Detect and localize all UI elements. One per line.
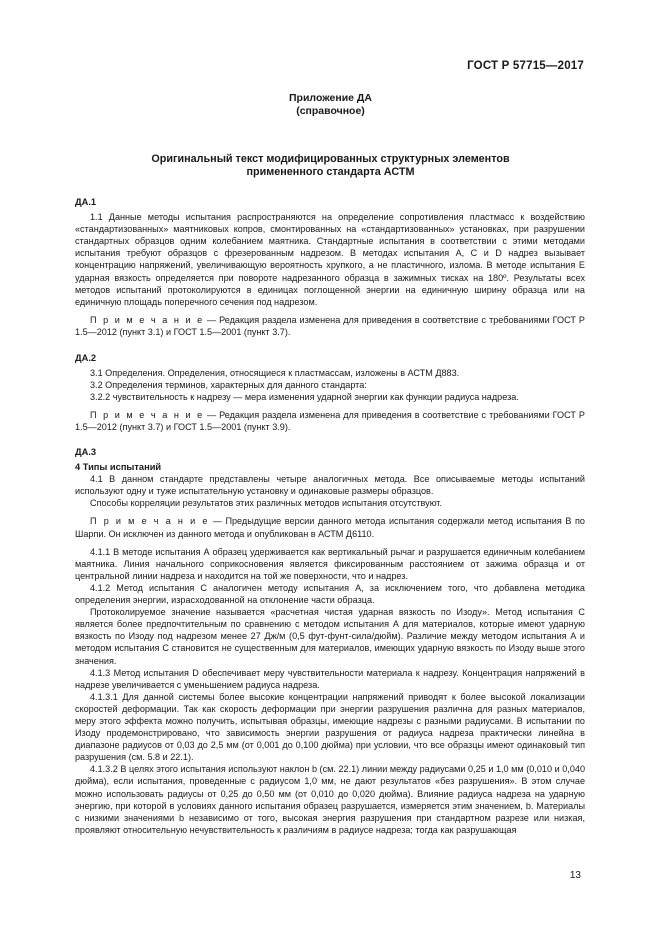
title-line-2: примененного стандарта АСТМ xyxy=(246,166,415,178)
note xyxy=(75,515,585,539)
subsection-heading: 4 Типы испытаний xyxy=(75,462,162,473)
paragraph: 4.1.3.2 В целях этого испытания используют наклон b (см. 22.1) линии между радиусами 0,25 и 1,0 мм (0,010 и 0,040 дюйма), если испытания, проведенные с радиусом 1,0 мм, не дают результатов «без разрушения». В этом случае можно использовать радиусы от 0,25 до 0,50 мм (от 0,010 до 0,020 дюйма). Влияние радиуса надреза на ударную энергию, при которой в условиях данного испытания образец разрушается, измеряется этим значением, b. Материалы с низкими значениями b независимо от того, высокая энергия разрушения при стандартном разрезе или низкая, проявляют относительную нечувствительность к различиям в радиусе надреза; тогда как разрушающая xyxy=(75,764,585,835)
paragraph: 4.1 В данном стандарте представлены четыре аналогичных метода. Все описываемые методы испытаний используют одну и туже испытательную установку и одинаковые размеры образцов. xyxy=(75,474,585,497)
section-heading: ДА.3 xyxy=(75,447,97,457)
title-line-1: Оригинальный текст модифицированных структурных элементов xyxy=(151,153,510,165)
paragraph: 3.2 Определения терминов, характерных для данного стандарта: xyxy=(90,380,367,391)
section-da2 xyxy=(75,352,585,434)
appendix-title: Приложение ДА xyxy=(289,92,372,104)
paragraph: 4.1.3.1 Для данной системы более высокие концентрации напряжений приводят к более высокой локализации скоростей деформации. Так как скорость деформации при энергии разрушения различна для разных материалов, меру этого эффекта можно получить, испытывая образцы, имеющие надрезы с разными радиусами. В испытании по Изоду продемонстрировано, что зависимость энергии разрушения от радиуса надреза практически линейна в диапазоне радиусов от 0,03 до 2,5 мм (от 0,001 до 0,100 дюйма) при условии, что все образцы имеют одинаковый тип разрушения (см. 5.8 и 22.1). xyxy=(75,691,585,763)
paragraph: 3.1 Определения. Определения, относящиеся к пластмассам, изложены в АСТМ Д883. xyxy=(90,368,460,379)
note-label: П р и м е ч а н и е xyxy=(90,516,210,527)
appendix-subtitle: (справочное) xyxy=(296,105,365,117)
page-number: 13 xyxy=(569,870,581,881)
note-text: — Редакция раздела изменена для приведения в соответствие с требованиями ГОСТ Р 1.5—2012 (пункт 3.1) и ГОСТ 1.5—2001 (пункт 3.7). xyxy=(75,314,585,337)
paragraph: 4.1.2 Метод испытания С аналогичен методу испытания А, за исключением того, что добавлена методика определения энергии, израсходованной на отклонение части образца. xyxy=(75,582,585,606)
section-heading: ДА.1 xyxy=(75,197,97,207)
paragraph: 1.1 Данные методы испытания распространяются на определение сопротивления пластмасс к воздействию «стандартизованных» маятниковых копров, смонтированных на «стандартизованных» установках, при разрушении стандартных образцов одним колебанием маятника. Стандартные испытания в соответствии с этими методами испытания требуют образцов с фрезерованным надрезом. В методах испытания А, С и D надрез вызывает концентрацию напряжений, увеличивающую вероятность хрупкого, а не пластичного, излома. В методе испытания Е ударная вязкость определяется при повороте надрезанного образца в зажимных тисках на 180º. Результаты всех методов испытаний протоколируются в единицах поглощенной энергии на единичную ширину образца или на единичную площадь поперечного сечения под надрезом. xyxy=(75,212,585,307)
note-text: — Предыдущие версии данного метода испытания содержали метод испытания В по Шарпи. Он исключен из данного метода и опубликован в АСТМ Д6110. xyxy=(75,516,585,539)
section-da3 xyxy=(75,446,585,836)
paragraph: Протоколируемое значение называется «расчетная чистая ударная вязкость по Изоду». Метод испытания С является более предпочтительным по сравнению с методом испытания А для материалов, которые имеют ударную вязкость по Изоду под надрезом менее 27 Дж/м (0,5 фут-фунт-сила/дюйм). Различие между методом испытания А и методом испытания С становится не существенным для материалов, имеющих ударную вязкость по Изоду выше этого значения. xyxy=(75,607,585,666)
section-heading: ДА.2 xyxy=(75,353,97,363)
paragraph: 4.1.3 Метод испытания D обеспечивает меру чувствительности материала к надрезу. Концентрация напряжений в надрезе увеличивается с уменьшением радиуса надреза. xyxy=(75,667,585,690)
paragraph: 4.1.1 В методе испытания А образец удерживается как вертикальный рычаг и разрушается единичным колебанием маятника. Линия начального соприкосновения является фиксированным расстоянием от зажима образца и от центральной линии надреза и находится на той же поверхности, что и надрез. xyxy=(75,546,585,581)
paragraph: 3.2.2 чувствительность к надрезу — мера изменения ударной энергии как функции радиуса надреза. xyxy=(90,392,519,403)
note-label: П р и м е ч а н и е xyxy=(90,410,205,421)
section-da1 xyxy=(75,196,585,338)
note xyxy=(75,314,585,338)
document-id: ГОСТ Р 57715—2017 xyxy=(467,60,584,72)
note-label: П р и м е ч а н и е xyxy=(90,314,205,325)
note-text: — Редакция раздела изменена для приведения в соответствие с требованиями ГОСТ Р 1.5—2012 (пункт 3.7) и ГОСТ 1.5—2001 (пункт 3.9). xyxy=(75,410,585,433)
paragraph: Способы корреляции результатов этих различных методов испытания отсутствуют. xyxy=(90,498,442,509)
note xyxy=(75,409,585,433)
